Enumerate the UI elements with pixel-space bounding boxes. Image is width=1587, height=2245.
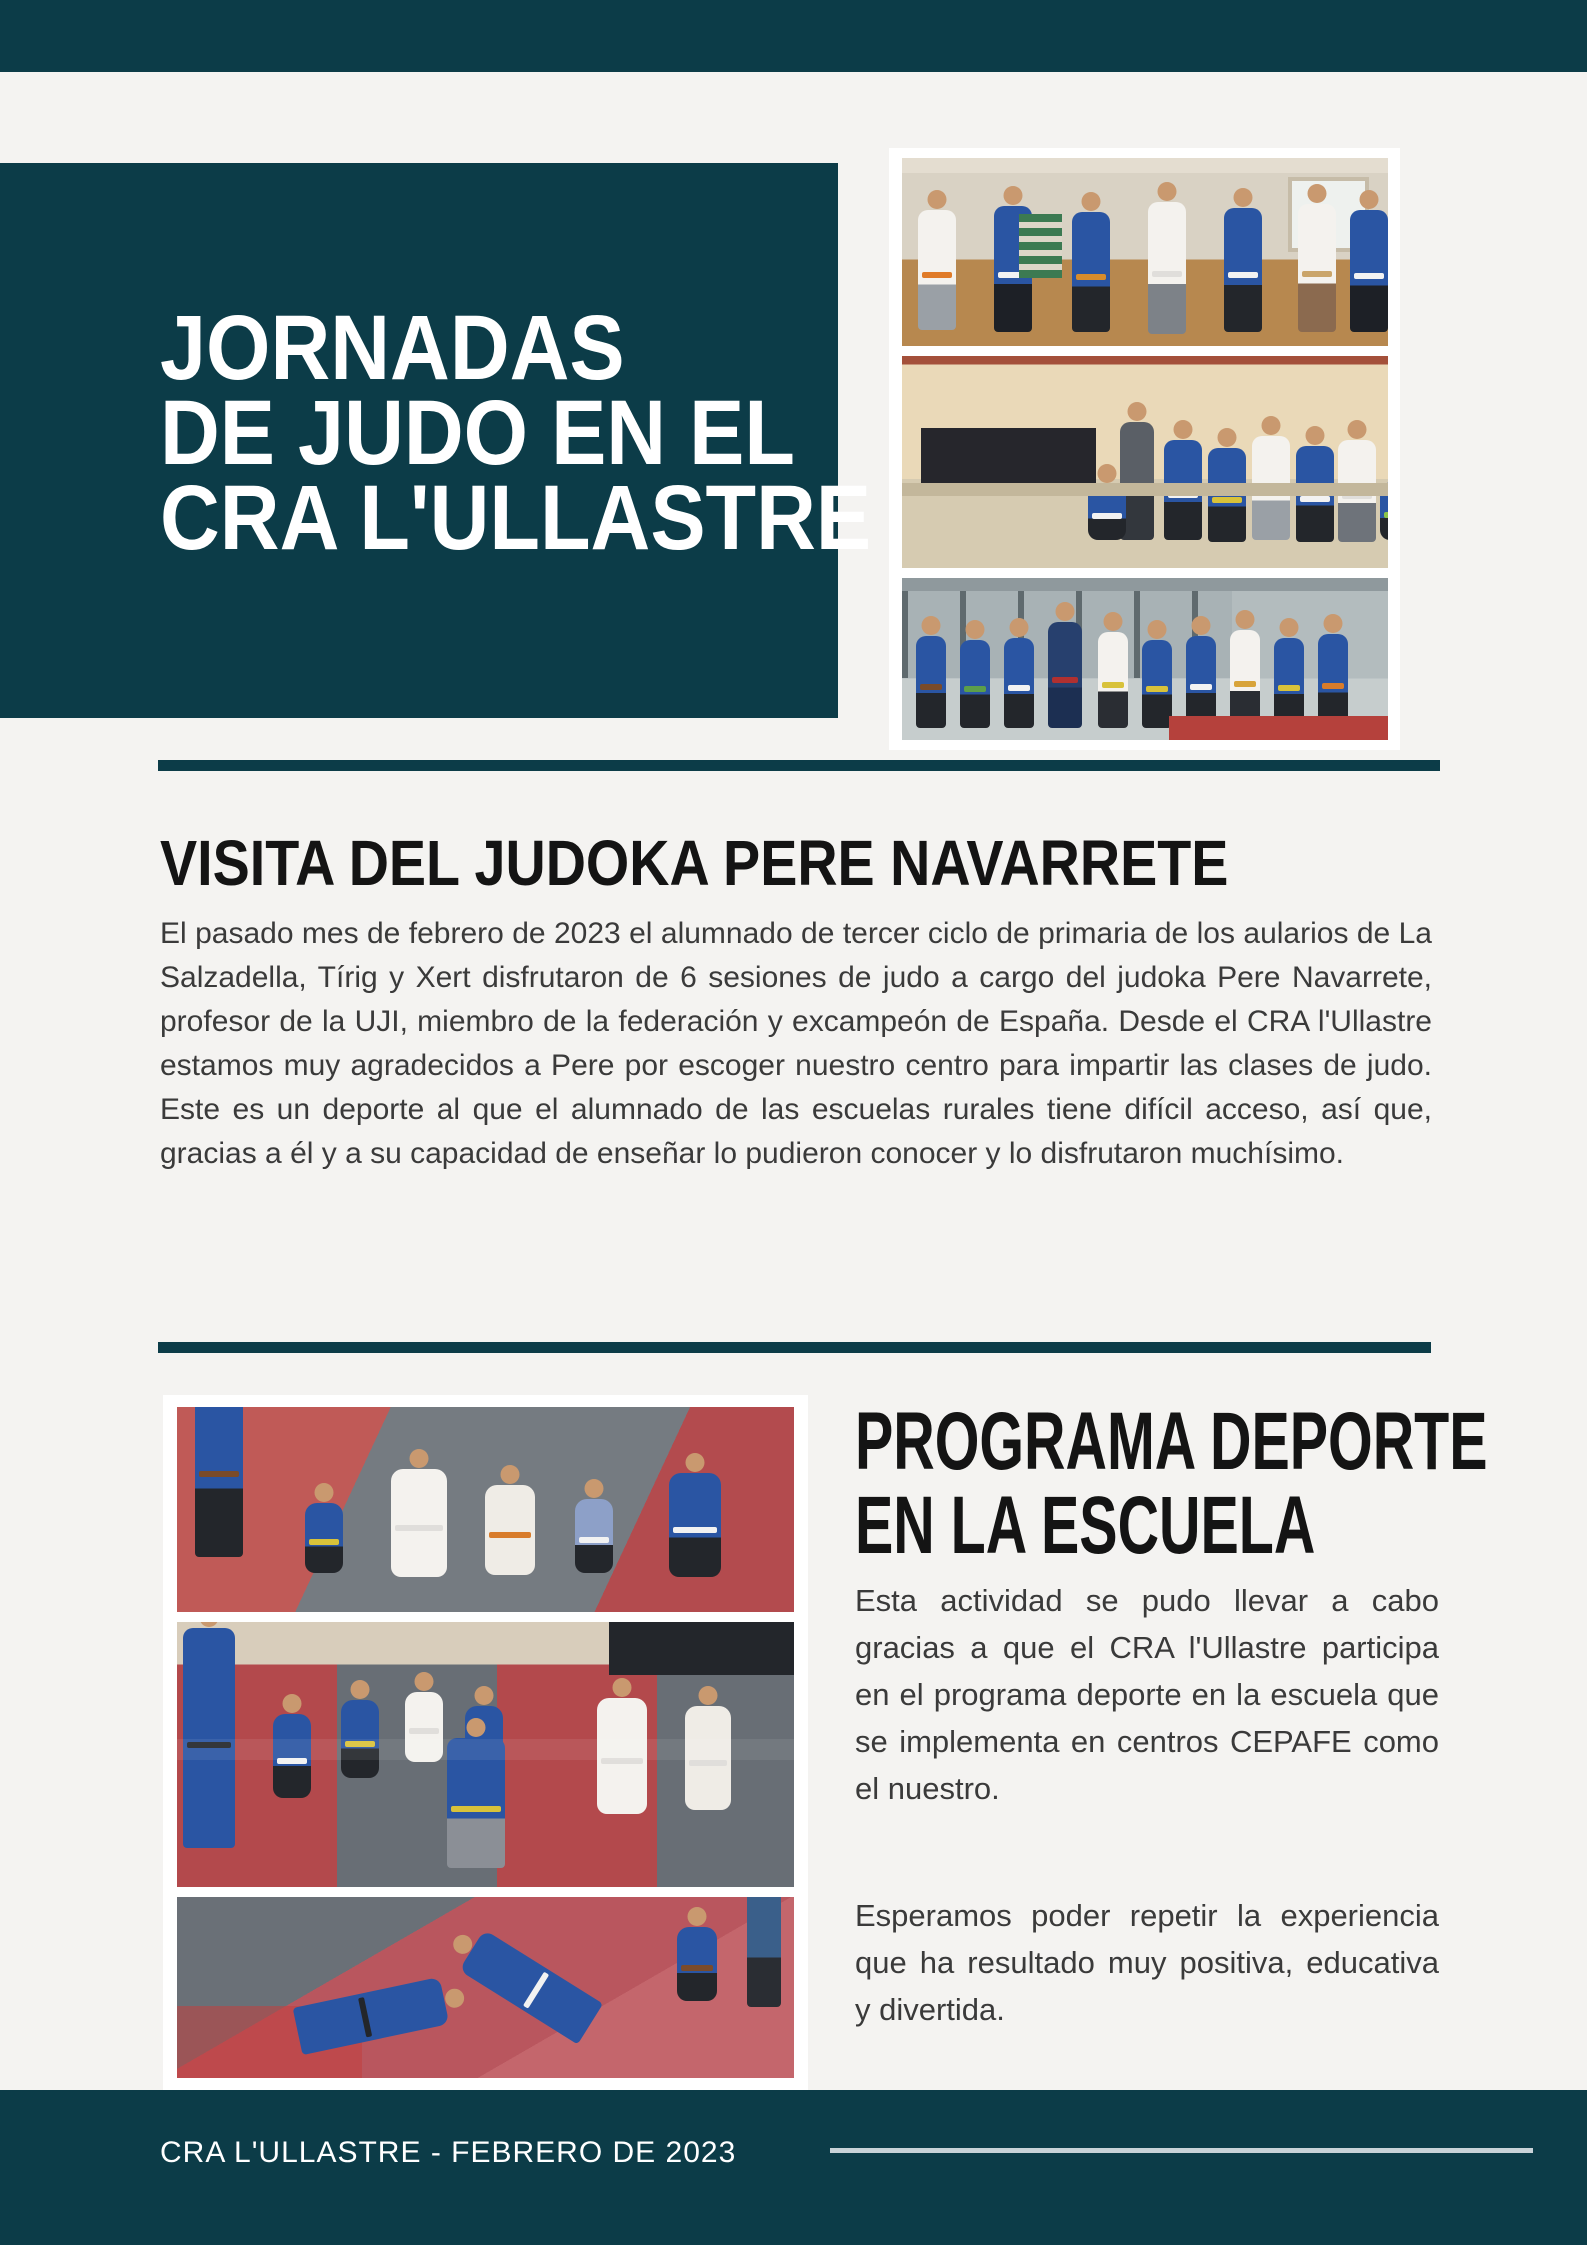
person-figure xyxy=(685,1706,731,1810)
person-figure xyxy=(341,1700,379,1778)
person-figure xyxy=(916,636,946,728)
person-figure xyxy=(1098,632,1128,728)
footer-text: CRA L'ULLASTRE - FEBRERO DE 2023 xyxy=(160,2136,737,2169)
section-2-heading xyxy=(855,1396,1488,1571)
person-figure xyxy=(575,1499,613,1573)
person-figure xyxy=(447,1738,505,1868)
person-figure xyxy=(305,1503,343,1573)
section-divider-1 xyxy=(158,760,1440,771)
person-figure xyxy=(391,1469,447,1577)
photo-placeholder xyxy=(177,1897,794,2078)
person-figure xyxy=(1230,630,1260,728)
photo-placeholder xyxy=(177,1622,794,1887)
person-figure xyxy=(669,1473,721,1577)
photo-collage-top xyxy=(889,148,1400,750)
person-figure xyxy=(1318,634,1348,728)
person-figure xyxy=(1274,638,1304,728)
photo-collage-bottom xyxy=(163,1395,808,2090)
person-figure xyxy=(1148,202,1186,334)
page-title-line-2: DE JUDO EN EL xyxy=(160,382,795,484)
person-figure xyxy=(273,1714,311,1798)
person-figure xyxy=(918,210,956,330)
person-figure xyxy=(1088,484,1126,540)
section-2-heading-line-2: EN LA ESCUELA xyxy=(855,1480,1316,1571)
person-figure xyxy=(1296,446,1334,542)
page-title xyxy=(160,297,872,569)
section-2-heading-line-1: PROGRAMA DEPORTE xyxy=(855,1396,1488,1487)
top-accent-bar xyxy=(0,0,1587,72)
person-figure xyxy=(1252,436,1290,540)
person-figure xyxy=(293,1977,450,2055)
person-figure xyxy=(1142,640,1172,728)
page-title-line-3: CRA L'ULLASTRE xyxy=(160,467,872,569)
person-figure xyxy=(183,1628,235,1848)
section-2-body-2: Esperamos poder repetir la experiencia que ha resultado muy positiva, educativa y divertida. xyxy=(855,1898,1439,2027)
person-figure xyxy=(459,1930,603,2045)
photo-group-hall xyxy=(902,356,1388,568)
photo-placeholder xyxy=(177,1407,794,1612)
person-figure xyxy=(677,1927,717,2001)
person-figure xyxy=(1186,636,1216,728)
photo-class-kneeling xyxy=(177,1622,794,1887)
photo-judo-group-standing xyxy=(902,158,1388,346)
person-figure xyxy=(1048,622,1082,728)
photo-groundwork-pair xyxy=(177,1897,794,2078)
photo-placeholder xyxy=(902,158,1388,346)
photo-placeholder xyxy=(902,356,1388,568)
section-1-body: El pasado mes de febrero de 2023 el alumnado de tercer ciclo de primaria de los aularios de La Salzadella, Tírig y Xert disfrutaron de 6 sesiones de judo a cargo del judoka Pere Navarrete, profesor de la UJI, miembro de la federación y excampeón de España. Desde el CRA l'Ullastre estamos muy agradecidos a Pere por escoger nuestro centro para impartir las clases de judo. Este es un deporte al que el alumnado de las escuelas rurales tiene difícil acceso, así que, gracias a él y a su capacidad de enseñar lo pudieron conocer y lo disfrutaron muchísimo. xyxy=(160,917,1432,1170)
person-figure xyxy=(994,206,1032,332)
person-figure xyxy=(1338,440,1376,542)
person-figure xyxy=(1072,212,1110,332)
hero-banner xyxy=(0,163,872,718)
person-figure xyxy=(597,1698,647,1814)
footer-bar xyxy=(0,2090,1587,2245)
person-figure xyxy=(1298,204,1336,332)
footer-divider-line xyxy=(830,2148,1533,2153)
person-figure xyxy=(1350,210,1388,332)
person-figure xyxy=(1164,440,1202,540)
person-figure xyxy=(1208,448,1246,542)
person-figure xyxy=(195,1407,243,1557)
person-figure xyxy=(960,640,990,728)
photo-lineup-belts xyxy=(902,578,1388,740)
person-figure xyxy=(1004,638,1034,728)
photo-placeholder xyxy=(902,578,1388,740)
photo-teacher-circle xyxy=(177,1407,794,1612)
person-figure xyxy=(747,1897,781,2007)
person-figure xyxy=(485,1485,535,1575)
person-figure xyxy=(1380,482,1388,540)
section-1-heading: VISITA DEL JUDOKA PERE NAVARRETE xyxy=(160,827,1229,899)
person-figure xyxy=(1224,208,1262,332)
person-figure xyxy=(405,1692,443,1762)
page-title-line-1: JORNADAS xyxy=(160,297,625,399)
section-2-body-1: Esta actividad se pudo llevar a cabo gracias a que el CRA l'Ullastre participa en el programa deporte en la escuela que se implementa en centros CEPAFE como el nuestro. xyxy=(855,1583,1439,1806)
section-divider-2 xyxy=(158,1342,1431,1353)
